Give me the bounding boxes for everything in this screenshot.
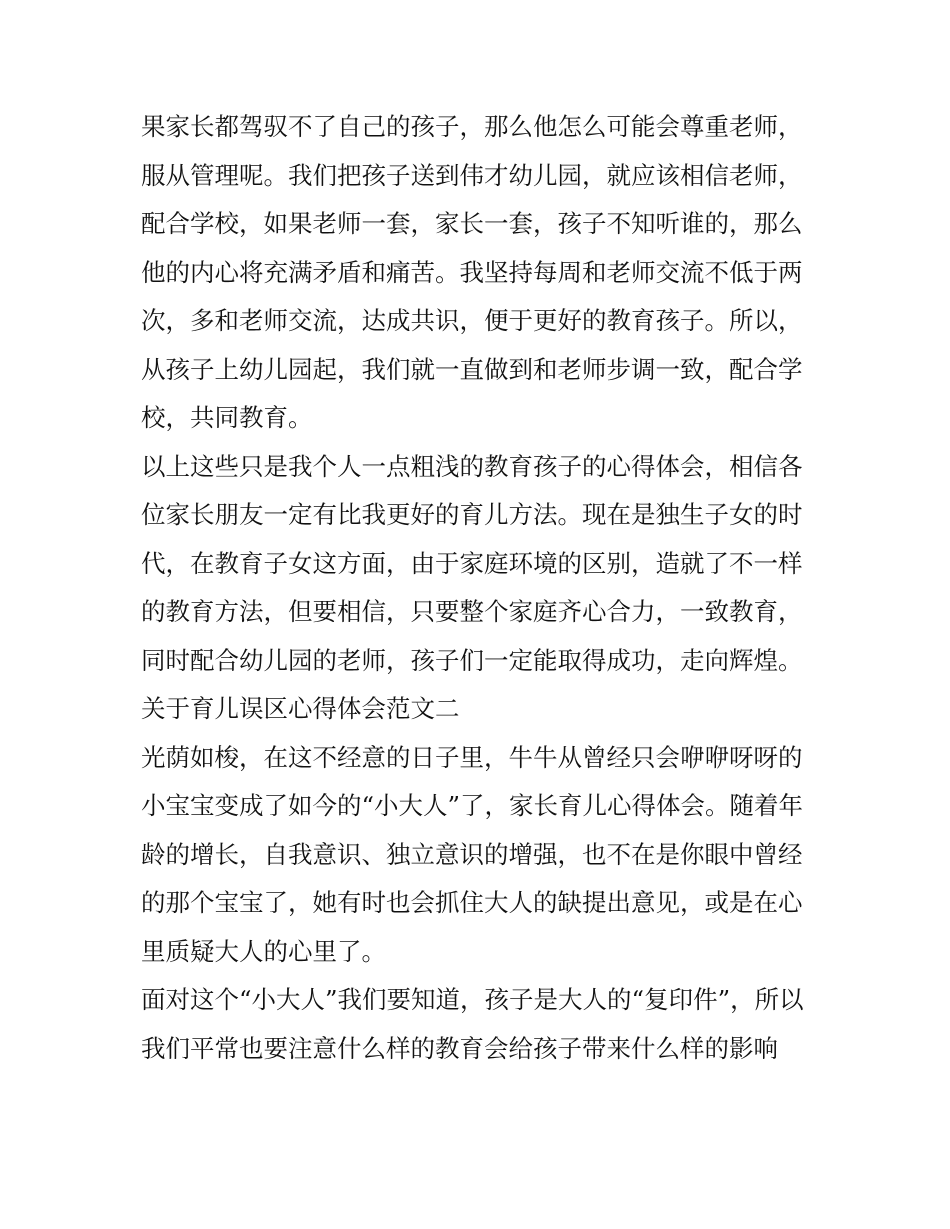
- text-line: 我们平常也要注意什么样的教育会给孩子带来什么样的影响: [141, 1033, 778, 1063]
- text-line: 位家长朋友一定有比我更好的育儿方法。现在是独生子女的时: [141, 500, 803, 529]
- text-line: 的教育方法，但要相信，只要整个家庭齐心合力，一致教育，: [141, 597, 803, 626]
- text-line: 他的内心将充满矛盾和痛苦。我坚持每周和老师交流不低于两: [141, 257, 803, 287]
- text-line: 小宝宝变成了如今的“小大人”了，家长育儿心得体会。随着年: [141, 791, 804, 820]
- text-line: 以上这些只是我个人一点粗浅的教育孩子的心得体会，相信各: [141, 451, 803, 481]
- text-line: 的那个宝宝了，她有时也会抓住大人的缺提出意见，或是在心: [141, 888, 803, 917]
- section-heading: 关于育儿误区心得体会范文二: [141, 694, 460, 723]
- text-line: 配合学校，如果老师一套，家长一套，孩子不知听谁的，那么: [141, 209, 803, 238]
- document-body: [141, 103, 821, 1073]
- text-line: 同时配合幼儿园的老师，孩子们一定能取得成功，走向辉煌。: [141, 645, 803, 675]
- text-line: 次，多和老师交流，达成共识，便于更好的教育孩子。所以，: [141, 306, 803, 335]
- text-line: 服从管理呢。我们把孩子送到伟才幼儿园，就应该相信老师，: [141, 160, 803, 190]
- text-line: 里质疑大人的心里了。: [141, 936, 386, 966]
- text-line: 代，在教育子女这方面，由于家庭环境的区别，造就了不一样: [141, 548, 803, 578]
- text-line: 龄的增长，自我意识、独立意识的增强，也不在是你眼中曾经: [141, 839, 803, 869]
- text-line: 光荫如梭，在这不经意的日子里，牛牛从曾经只会咿咿呀呀的: [141, 742, 803, 772]
- text-line: 从孩子上幼儿园起，我们就一直做到和老师步调一致，配合学: [141, 354, 803, 384]
- text-line: 校，共同教育。: [141, 403, 313, 432]
- text-line: 面对这个“小大人”我们要知道，孩子是大人的“复印件”，所以: [141, 985, 804, 1014]
- text-line: 果家长都驾驭不了自己的孩子，那么他怎么可能会尊重老师，: [141, 112, 803, 141]
